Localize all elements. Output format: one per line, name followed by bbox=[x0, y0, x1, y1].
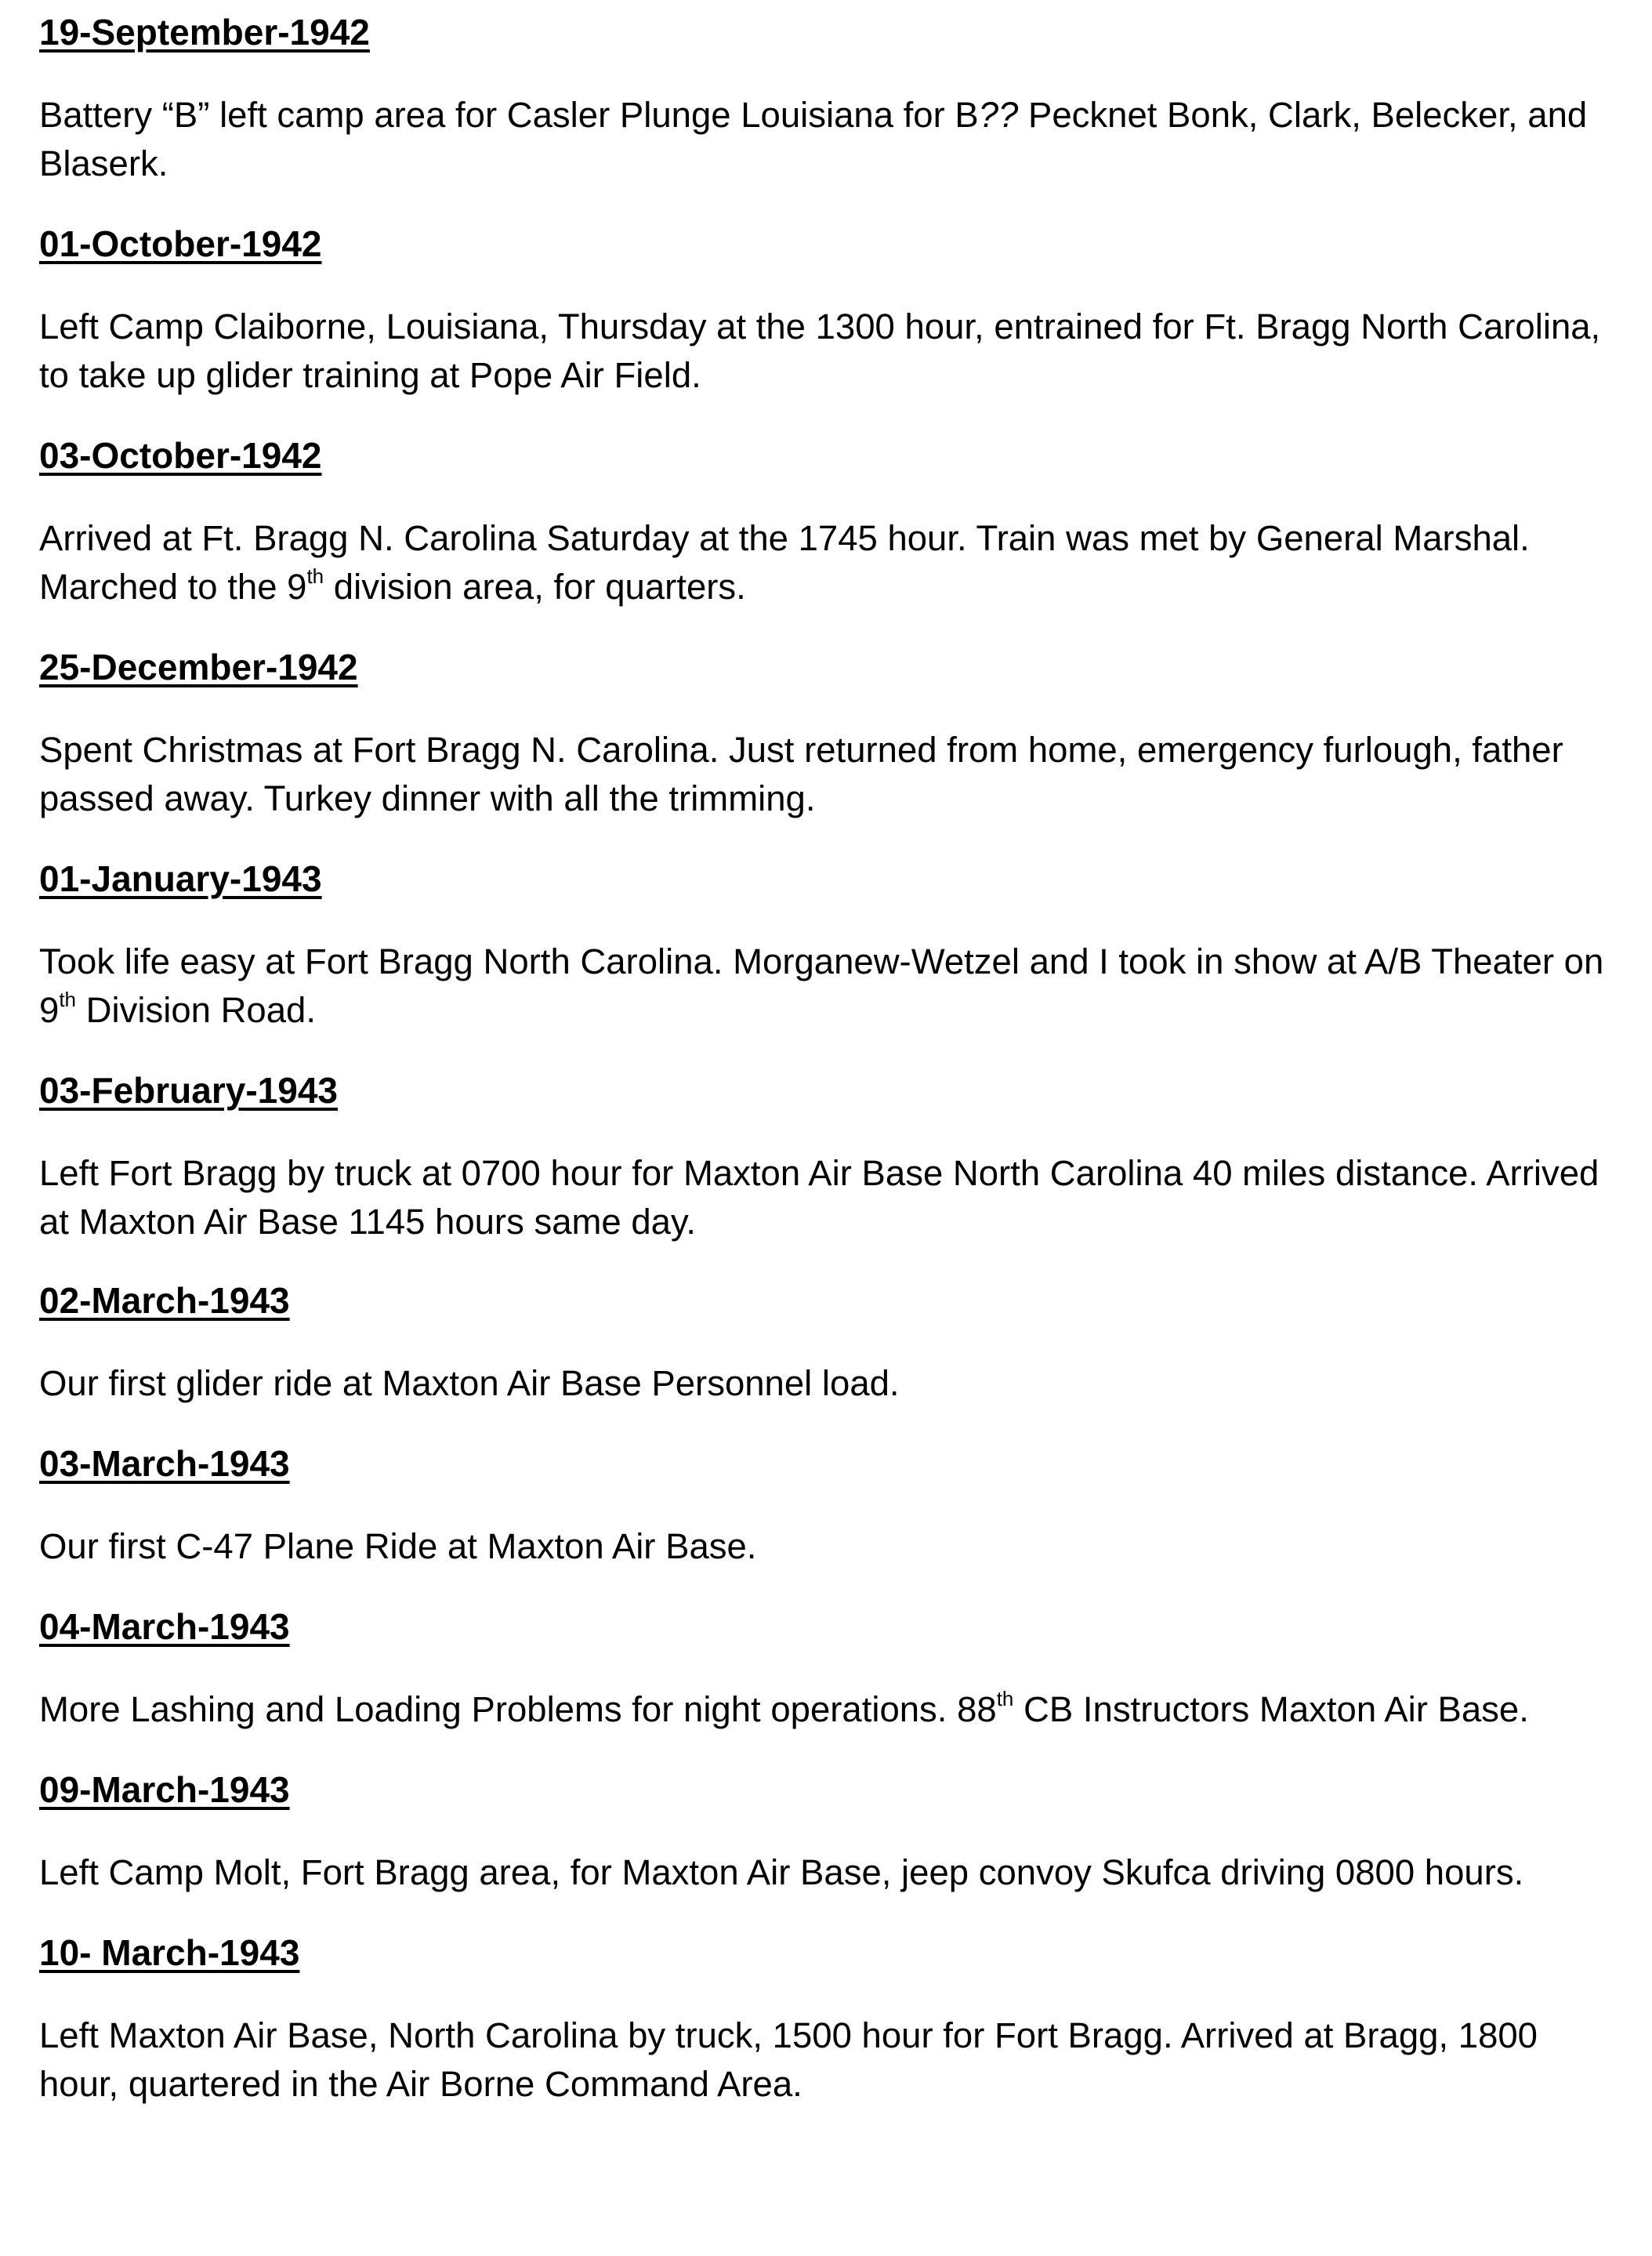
diary-entry bbox=[39, 1930, 1614, 2104]
entry-text bbox=[39, 514, 1614, 611]
entry-text-part: ?? bbox=[978, 95, 1019, 135]
ordinal-superscript: th bbox=[306, 564, 324, 588]
entry-date: 02-March-1943 bbox=[39, 1280, 290, 1321]
entry-date: 25-December-1942 bbox=[39, 647, 358, 687]
entry-date: 03-March-1943 bbox=[39, 1443, 290, 1484]
entry-text bbox=[39, 91, 1614, 188]
diary-entry bbox=[39, 856, 1614, 1030]
entry-text bbox=[39, 1848, 1614, 1897]
diary-entry bbox=[39, 433, 1614, 607]
entry-text-part: Our first glider ride at Maxton Air Base Personnel load. bbox=[39, 1363, 900, 1403]
entry-text-part: Took life easy at Fort Bragg North Carolina. Morganew-Wetzel and I took in show at A/B Theater on 9 bbox=[39, 941, 1604, 1030]
entry-date: 01-January-1943 bbox=[39, 858, 322, 899]
entry-date: 04-March-1943 bbox=[39, 1606, 290, 1647]
entry-text-part: Arrived at Ft. Bragg N. Carolina Saturday at the 1745 hour. Train was met by General Marshal. Marched to the 9 bbox=[39, 518, 1530, 607]
entry-text-part: Left Fort Bragg by truck at 0700 hour for Maxton Air Base North Carolina 40 miles distance. Arrived at Maxton Air Base 1145 hours same day. bbox=[39, 1153, 1599, 1242]
ordinal-superscript: th bbox=[59, 988, 76, 1011]
entry-text bbox=[39, 1685, 1614, 1734]
entry-text-part: CB Instructors Maxton Air Base. bbox=[1013, 1689, 1529, 1729]
diary-entry bbox=[39, 1767, 1614, 1892]
entry-text-part: Left Camp Molt, Fort Bragg area, for Maxton Air Base, jeep convoy Skufca driving 0800 hours. bbox=[39, 1852, 1524, 1892]
entry-date: 19-September-1942 bbox=[39, 12, 370, 53]
entry-text-part: Battery “B” left camp area for Casler Plunge Louisiana for B bbox=[39, 95, 979, 135]
diary-entry bbox=[39, 221, 1614, 395]
entry-text-part: division area, for quarters. bbox=[324, 567, 746, 607]
diary-entry bbox=[39, 9, 1614, 183]
entry-text bbox=[39, 303, 1614, 400]
entry-text bbox=[39, 1359, 1614, 1408]
entry-text bbox=[39, 938, 1614, 1035]
entry-date: 10- March-1943 bbox=[39, 1932, 300, 1973]
entry-text bbox=[39, 1522, 1614, 1571]
entry-text-part: Left Camp Claiborne, Louisiana, Thursday at the 1300 hour, entrained for Ft. Bragg North Carolina, to take up glider training at Pope Air Field. bbox=[39, 306, 1601, 395]
entry-text-part: Spent Christmas at Fort Bragg N. Carolina. Just returned from home, emergency furlough, father passed away. Turkey dinner with all the trimming. bbox=[39, 730, 1563, 818]
diary-entry bbox=[39, 1278, 1614, 1403]
entry-text bbox=[39, 2011, 1614, 2109]
entry-date: 09-March-1943 bbox=[39, 1769, 290, 1810]
diary-entry bbox=[39, 1604, 1614, 1729]
entry-date: 03-February-1943 bbox=[39, 1070, 338, 1111]
entry-text-part: Left Maxton Air Base, North Carolina by truck, 1500 hour for Fort Bragg. Arrived at Bragg, 1800 hour, quartered in the Air Borne Command Area. bbox=[39, 2015, 1538, 2104]
entry-text-part: Division Road. bbox=[76, 990, 316, 1030]
entry-date: 03-October-1942 bbox=[39, 435, 322, 476]
diary-entry bbox=[39, 644, 1614, 818]
diary-entry bbox=[39, 1068, 1614, 1242]
ordinal-superscript: th bbox=[996, 1687, 1014, 1710]
entry-text-part: Our first C-47 Plane Ride at Maxton Air Base. bbox=[39, 1526, 757, 1566]
entry-text-part: Pecknet Bonk, Clark, Belecker, and Blaserk. bbox=[39, 95, 1588, 183]
entry-text bbox=[39, 726, 1614, 823]
entry-date: 01-October-1942 bbox=[39, 223, 322, 264]
entry-text bbox=[39, 1149, 1614, 1246]
diary-entry bbox=[39, 1441, 1614, 1566]
entry-text-part: More Lashing and Loading Problems for night operations. 88 bbox=[39, 1689, 997, 1729]
